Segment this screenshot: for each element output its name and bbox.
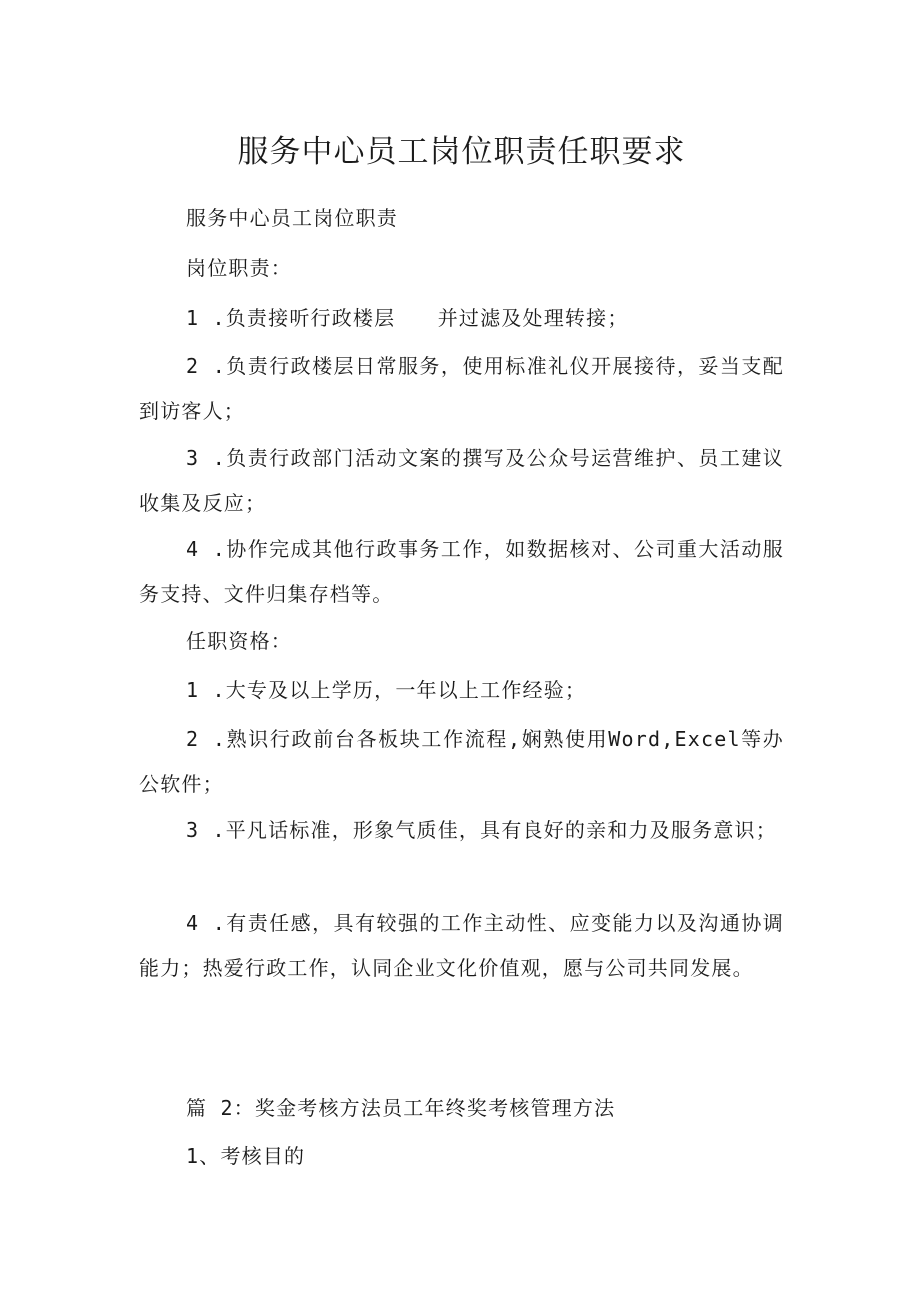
qualification-item-4: 4 .有责任感，具有较强的工作主动性、应变能力以及沟通协调能力；热爱行政工作，认同企业文化价值观，愿与公司共同发展。 (139, 911, 784, 980)
qualifications-heading: 任职资格： (186, 629, 292, 653)
qualification-item-1: 1 .大专及以上学历，一年以上工作经验； (186, 678, 587, 702)
document-subtitle: 服务中心员工岗位职责 (186, 206, 398, 230)
section2-heading: 篇 2：奖金考核方法员工年终奖考核管理方法 (186, 1096, 616, 1120)
qualification-item-3: 3 .平凡话标准，形象气质佳，具有良好的亲和力及服务意识； (186, 818, 777, 842)
duty-item-3: 3 .负责行政部门活动文案的撰写及公众号运营维护、员工建议收集及反应； (139, 446, 784, 515)
duty-item-4: 4 .协作完成其他行政事务工作，如数据核对、公司重大活动服务支持、文件归集存档等。 (139, 537, 784, 606)
document-title: 服务中心员工岗位职责任职要求 (237, 134, 686, 170)
duties-heading: 岗位职责： (186, 256, 292, 280)
duty-item-1: 1 .负责接听行政楼层 并过滤及处理转接； (186, 306, 629, 330)
qualification-item-2: 2 .熟识行政前台各板块工作流程,娴熟使用Word,Excel等办公软件； (139, 727, 784, 796)
duty-item-2: 2 .负责行政楼层日常服务，使用标准礼仪开展接待，妥当支配到访客人； (139, 354, 784, 423)
section2-item-1: 1、考核目的 (186, 1144, 306, 1168)
